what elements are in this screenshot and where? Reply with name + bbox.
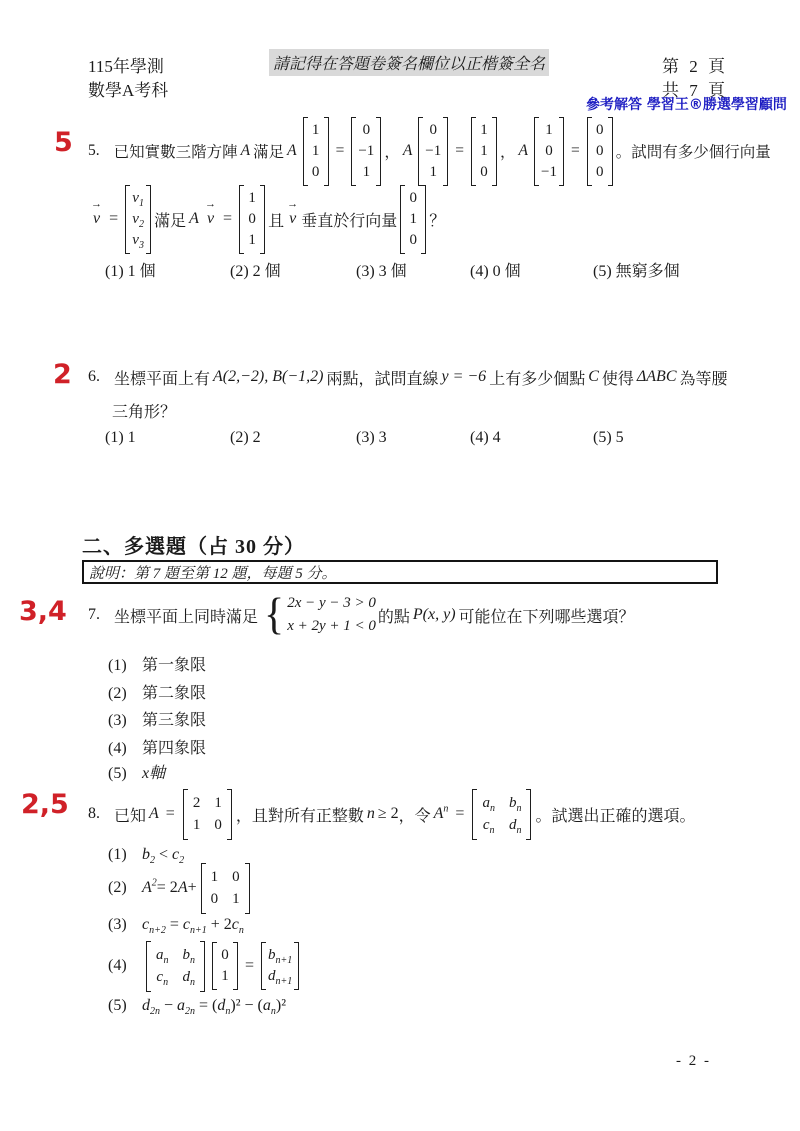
q5-text: 且 (268, 212, 285, 230)
matrix-cell: 1 (409, 210, 417, 227)
subscript: 2 (138, 218, 144, 230)
q6-option-2: (2) 2 (230, 429, 261, 446)
var: a (156, 946, 164, 963)
subscript: n (238, 925, 244, 937)
option-label: (5) (108, 765, 127, 782)
q5-number: 5. (88, 142, 100, 159)
var: a (262, 997, 271, 1014)
equals-sign: = (455, 805, 465, 822)
q8-option-1 (108, 846, 185, 867)
q8-number: 8. (88, 805, 100, 822)
matrix-cell: −1 (358, 142, 375, 159)
q8-text: ，令 (398, 807, 431, 825)
var: d (182, 968, 190, 985)
option-label: (4) (108, 740, 127, 757)
matrix-vector (239, 185, 265, 254)
q5-text: 垂直於行向量 (301, 212, 398, 230)
option-label: (1) (108, 846, 127, 863)
q5-text: 。試問有多少個行向量 (615, 144, 771, 161)
matrix-cell: 1 (362, 163, 371, 180)
matrix-cell: 0 (362, 121, 371, 138)
var-A: A (177, 879, 188, 896)
var: b (182, 946, 190, 963)
matrix-cell (509, 794, 522, 813)
matrix-cell: 1 (311, 142, 320, 159)
answer-annotation-q5: 5 (54, 127, 73, 158)
var: b (142, 846, 150, 863)
matrix-vector (261, 942, 299, 990)
A-power-n (434, 805, 449, 823)
superscript: n (443, 803, 449, 815)
matrix-An (472, 789, 531, 840)
subscript: n+1 (275, 955, 293, 966)
subscript: 1 (138, 197, 144, 209)
q5-stem-line2 (88, 182, 445, 256)
var-C: C (588, 368, 599, 385)
matrix-cell: 0 (595, 142, 604, 159)
var-v: v (206, 210, 215, 227)
option-label: (1) (108, 657, 127, 674)
subscript: 2 (179, 855, 185, 867)
var-A: A (240, 142, 251, 159)
matrix-cell (156, 968, 168, 987)
var-n: n (366, 805, 375, 822)
vector-v (91, 198, 102, 228)
matrix-vector (534, 117, 564, 186)
var-A: A (402, 142, 413, 159)
var-A: A (518, 142, 528, 159)
q6-text: 坐標平面上有 (114, 370, 211, 388)
var: c (182, 916, 190, 933)
inequality-system (287, 592, 376, 638)
matrix-cell: 0 (409, 189, 417, 206)
matrix-cell (183, 946, 196, 965)
var: c (172, 846, 180, 863)
q6-text: 為等腰 (679, 370, 728, 388)
var: d (142, 997, 150, 1014)
matrix-cell: 1 (480, 142, 488, 159)
var: b (508, 794, 517, 811)
q5-option-2: (2) 2 個 (230, 263, 281, 280)
exam-name-line1: 115年學測 (88, 57, 164, 76)
var: a (482, 794, 490, 811)
option-text: 第一象限 (142, 657, 207, 674)
option-label: (5) (108, 997, 127, 1014)
section-note: 說明：第 7 題至第 12 題，每題 5 分。 (89, 565, 337, 582)
matrix-cell: 1 (248, 231, 256, 248)
matrix-vector (125, 185, 151, 254)
vector-arrow-icon: → (287, 198, 299, 210)
line-equation: y = −6 (441, 368, 487, 385)
q8-option-2 (108, 863, 254, 913)
var-A: A (189, 210, 199, 227)
subscript: n (163, 954, 169, 966)
subscript: 2n (185, 1006, 196, 1018)
q6-option-5: (5) 5 (593, 429, 624, 446)
option-text: x軸 (142, 765, 166, 782)
matrix-cell: −1 (541, 163, 557, 180)
q5-stem-line1 (88, 113, 771, 189)
matrix-cell: 0 (221, 947, 229, 963)
equals-sign: = (245, 957, 255, 974)
formula-text: = (165, 916, 183, 933)
var-A: A (142, 879, 152, 896)
answer-annotation-q8: 2,5 (21, 789, 69, 820)
subscript: n+1 (275, 976, 293, 987)
matrix-cell (268, 945, 292, 966)
triangle-ABC: ΔABC (636, 368, 677, 385)
subscript: n (163, 976, 169, 988)
matrix-cell: 0 (311, 163, 320, 180)
q7-option-4 (108, 735, 206, 758)
q8-option-4 (108, 938, 302, 994)
points-AB: A(2,−2), B(−1,2) (213, 368, 324, 385)
matrix-cell: 1 (221, 968, 229, 984)
q6-stem-line1 (88, 366, 728, 388)
q8-option-5 (108, 997, 286, 1018)
matrix-vector (587, 117, 613, 186)
q6-number: 6. (88, 368, 100, 385)
matrix-vector (351, 117, 381, 186)
matrix-cell (268, 966, 292, 987)
var: d (217, 997, 226, 1014)
matrix-cell: 1 (214, 794, 222, 811)
subscript: n (489, 802, 495, 814)
matrix-vector (212, 942, 238, 990)
var: c (156, 968, 164, 985)
section-title: 二、多選題（占 30 分） (82, 530, 305, 562)
option-label: (2) (108, 879, 127, 896)
subscript: 2 (150, 855, 155, 867)
formula-text: )² − ( (230, 997, 263, 1014)
subscript: 2n (150, 1006, 160, 1018)
matrix-vector (303, 117, 329, 186)
answer-annotation-q6: 2 (53, 359, 72, 390)
matrix-A (183, 789, 232, 840)
section-note-box (82, 560, 718, 584)
subscript: n (270, 1006, 276, 1018)
formula-text: )² (275, 997, 286, 1014)
matrix-cell (132, 230, 144, 251)
var-v: v (132, 189, 139, 206)
subscript: 3 (138, 239, 144, 251)
var-v: v (93, 210, 101, 227)
superscript: 2 (151, 877, 157, 889)
page-number-label: 第 2 頁 (662, 57, 728, 76)
q6-text: 使得 (601, 370, 634, 388)
q7-text: 可能位在下列哪些選項？ (458, 608, 635, 626)
matrix-cell: 0 (429, 121, 438, 138)
matrix-cell: 1 (232, 890, 240, 907)
matrix-cell: 0 (210, 890, 219, 907)
equals-sign: = (223, 210, 233, 227)
q5-option-1: (1) 1 個 (105, 263, 156, 280)
matrix-cell (183, 968, 196, 987)
matrix-cell: 1 (210, 868, 219, 885)
q7-option-3 (108, 707, 206, 730)
equals-sign: = (335, 142, 345, 159)
matrix-cell: 1 (192, 816, 201, 833)
matrix-cell: 2 (192, 794, 201, 811)
equals-sign: = (570, 142, 580, 159)
option-text: 第三象限 (142, 712, 207, 729)
subscript: n (516, 802, 522, 814)
q7-stem (88, 586, 635, 644)
vector-v (204, 198, 216, 228)
var-A: A (287, 142, 297, 159)
matrix-cell (483, 816, 495, 835)
q5-text: 滿足 (154, 212, 187, 230)
matrix-cell: 1 (545, 121, 553, 138)
relation: < (155, 846, 173, 863)
subscript: n (489, 824, 495, 836)
comma: ， (500, 144, 516, 161)
matrix-cell: 1 (480, 121, 488, 138)
option-text: 第四象限 (142, 740, 207, 757)
footer-page-number: - 2 - (676, 1053, 711, 1069)
inequality-1: 2x − y − 3 > 0 (287, 595, 376, 611)
question-mark: ？ (429, 212, 446, 230)
vector-arrow-icon: → (204, 198, 216, 210)
formula-text: = 2 (156, 879, 178, 896)
matrix-cell (132, 209, 144, 230)
matrix-cell: −1 (425, 142, 442, 159)
option-label: (4) (108, 957, 127, 974)
var-A: A (433, 805, 444, 822)
matrix-An (146, 941, 205, 992)
solution-credit: 參考解答 學習王®勝選學習顧問 (586, 97, 787, 113)
matrix-cell: 0 (409, 231, 417, 248)
matrix-cell: 0 (545, 142, 553, 159)
matrix-vector (418, 117, 448, 186)
matrix-cell: 0 (214, 816, 222, 833)
q5-text: 已知實數三階方陣 (113, 144, 238, 161)
vector-arrow-icon: → (91, 198, 102, 210)
q6-option-4: (4) 4 (470, 429, 501, 446)
var: c (142, 916, 150, 933)
subscript: n (190, 976, 195, 988)
var-v: v (132, 231, 139, 248)
var: d (268, 968, 276, 984)
q6-stem-line2: 三角形？ (112, 404, 177, 421)
var-v: v (289, 210, 297, 227)
total-pages-label: 共 7 頁 (662, 81, 728, 100)
q7-option-2 (108, 680, 206, 703)
option-label: (3) (108, 712, 127, 729)
equals-sign: = (455, 142, 465, 159)
matrix-cell: 0 (595, 121, 604, 138)
formula-text: + (187, 879, 197, 896)
subscript: n (225, 1006, 231, 1018)
matrix-cell: 1 (429, 163, 438, 180)
system-brace: { (264, 590, 285, 640)
q6-option-1: (1) 1 (105, 429, 136, 446)
q8-text: 。試選出正確的選項。 (535, 807, 696, 825)
var-A: A (149, 805, 159, 822)
q8-option-3 (108, 916, 244, 937)
matrix-cell: 1 (248, 189, 256, 206)
q8-text: 已知 (114, 807, 147, 825)
point-P: P(x, y) (412, 606, 456, 623)
q8-text: ，且對所有正整數 (235, 807, 364, 825)
matrix-cell: 0 (480, 163, 488, 180)
q5-option-4: (4) 0 個 (470, 263, 521, 280)
q7-option-5 (108, 760, 165, 783)
option-label: (2) (108, 685, 127, 702)
subscript: n (190, 954, 195, 966)
q7-option-1 (108, 652, 206, 675)
subscript: n+2 (149, 925, 166, 937)
A-squared (142, 879, 157, 897)
equals-sign: = (165, 805, 175, 822)
matrix-cell: 0 (595, 163, 604, 180)
identity-matrix (201, 863, 250, 914)
var: a (177, 997, 186, 1014)
formula-text: + 2 (206, 916, 232, 933)
formula-text: = ( (195, 997, 218, 1014)
option-text: 第二象限 (142, 685, 207, 702)
signature-notice: 請記得在答題卷簽名欄位以正楷簽全名 (269, 49, 549, 76)
equals-sign: = (109, 210, 119, 227)
inequality-2: x + 2y + 1 < 0 (287, 618, 376, 634)
matrix-cell: 1 (311, 121, 320, 138)
comma: ， (384, 144, 400, 161)
q5-option-3: (3) 3 個 (356, 263, 407, 280)
var: c (231, 916, 239, 933)
formula-text: − (160, 997, 178, 1014)
matrix-cell (156, 946, 169, 965)
var: b (268, 947, 276, 963)
q5-text: 滿足 (253, 144, 285, 161)
exam-name-line2: 數學A考科 (88, 81, 169, 100)
answer-annotation-q7: 3,4 (19, 596, 67, 627)
q5-option-5: (5) 無窮多個 (593, 263, 680, 280)
matrix-cell (482, 794, 495, 813)
matrix-vector (471, 117, 497, 186)
q6-text: 兩點，試問直線 (326, 370, 439, 388)
vector-v (287, 198, 299, 228)
option-label: (3) (108, 916, 127, 933)
matrix-vector (400, 185, 426, 254)
condition: ≥ 2 (377, 805, 399, 822)
var: d (508, 816, 517, 833)
matrix-cell: 0 (248, 210, 256, 227)
subscript: n (516, 824, 522, 836)
q7-text: 的點 (377, 608, 410, 626)
q8-stem (88, 784, 695, 844)
q6-option-3: (3) 3 (356, 429, 387, 446)
var: c (482, 816, 490, 833)
q7-number: 7. (88, 606, 100, 623)
matrix-cell (132, 188, 144, 209)
matrix-cell (509, 816, 522, 835)
subscript: n+1 (190, 925, 207, 937)
q7-text: 坐標平面上同時滿足 (114, 608, 259, 626)
matrix-cell: 0 (232, 868, 240, 885)
q6-text: 上有多少個點 (489, 370, 586, 388)
var-v: v (132, 210, 139, 227)
